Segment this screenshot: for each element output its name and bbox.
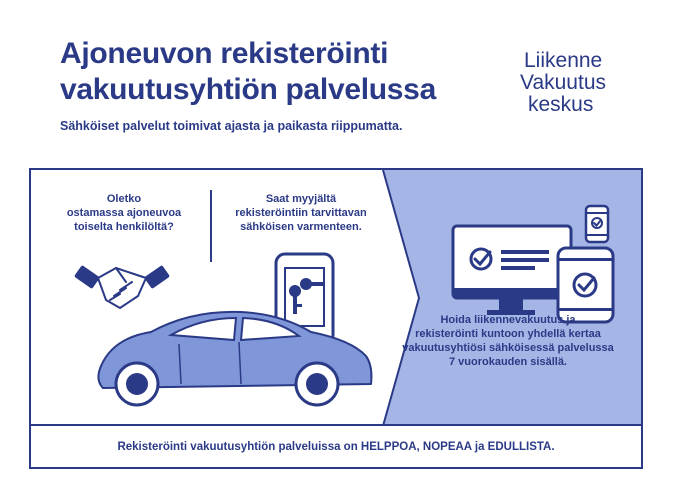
- service-text: [393, 313, 623, 369]
- logo: [520, 50, 606, 116]
- footer-banner: [31, 424, 641, 467]
- logo-line-1: Liikenne: [524, 49, 603, 72]
- logo-line-2: Vakuutus: [520, 71, 606, 94]
- left-text-line-1: Oletko: [106, 193, 142, 205]
- title-line-1: Ajoneuvon rekisteröinti: [60, 37, 389, 70]
- right-text-line-4: 7 vuorokauden sisällä.: [449, 356, 567, 368]
- right-text-line-3: vakuutusyhtiösi sähköisessä palvelussa: [402, 342, 614, 354]
- page-title: [60, 36, 436, 108]
- buying-vehicle-text: [49, 192, 199, 234]
- smartphone-check-icon: [586, 206, 608, 242]
- right-text-line-2: rekisteröinti kuntoon yhdellä kertaa: [415, 328, 601, 340]
- left-text-line-3: toiselta henkilöltä?: [74, 221, 174, 233]
- title-line-2: vakuutusyhtiön palvelussa: [60, 73, 436, 106]
- middle-text-line-3: sähköisen varmenteen.: [240, 221, 362, 233]
- page-subtitle: Sähköiset palvelut toimivat ajasta ja paikasta riippumatta.: [60, 119, 403, 133]
- logo-line-3: keskus: [528, 93, 594, 116]
- right-text-line-1: Hoida liikennevakuutus ja: [440, 314, 576, 326]
- certificate-text: [221, 192, 381, 234]
- infographic-panel: [29, 168, 643, 469]
- middle-text-line-1: Saat myyjältä: [265, 193, 337, 205]
- handshake-icon: [74, 265, 170, 308]
- left-text-line-2: ostamassa ajoneuvoa: [66, 207, 182, 219]
- middle-text-line-2: rekisteröintiin tarvittavan: [235, 207, 367, 219]
- footer-text: Rekisteröinti vakuutusyhtiön palveluissa on HELPPOA, NOPEAA ja EDULLISTA.: [117, 440, 555, 453]
- tablet-check-icon: [558, 248, 613, 322]
